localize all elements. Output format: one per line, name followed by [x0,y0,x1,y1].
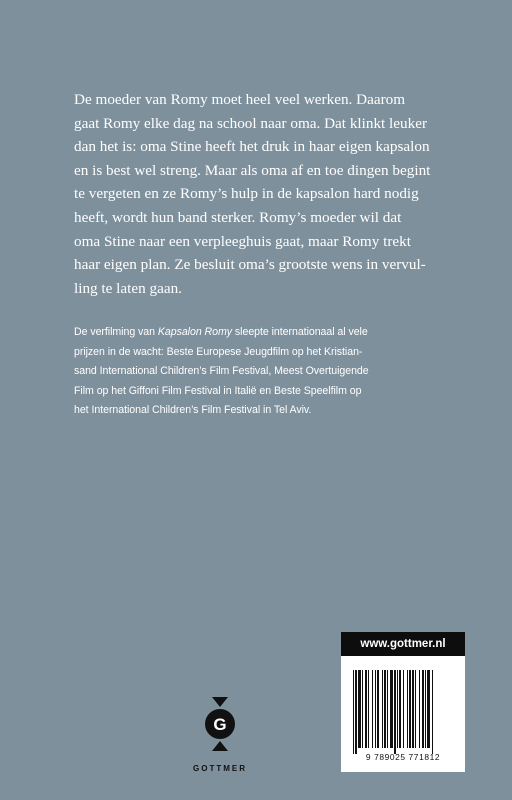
barcode-bar [397,670,398,748]
barcode-bar [358,670,361,748]
barcode-bar [403,670,404,748]
credits-line [74,323,446,343]
film-title: Kapsalon Romy [157,326,233,338]
blurb-line: te vergeten en ze Romy’s hulp in de kapsalon hard nodig [74,185,419,203]
barcode-bar [425,670,426,748]
blurb-line: De moeder van Romy moet heel veel werken. Daarom [74,91,406,108]
barcode-bar [432,670,433,754]
website-label: www.gottmer.nl [341,632,465,656]
blurb-line: heeft, wordt hun band sterker. Romy’s moeder wil dat [74,208,402,226]
credits-line: het International Children’s Film Festival in Tel Aviv. [74,404,312,417]
barcode-bar [412,670,414,748]
blurb-line: oma Stine naar een verpleeghuis gaat, maar Romy trekt [74,232,411,250]
barcode-bar [409,670,411,748]
blurb-line: ling te laten gaan. [74,279,182,297]
publisher-name: GOTTMER [193,764,247,773]
blurb-line: dan het is: oma Stine heeft het druk in haar eigen kapsalon [74,138,430,156]
isbn-barcode [352,670,456,754]
barcode-bar [372,670,373,748]
barcode-bar [390,670,393,748]
isbn-number: 9 789025 771812 [365,752,441,762]
credits-line: sand International Children’s Film Festival, Meest Overtuigende [74,365,369,378]
barcode-bar [407,670,408,748]
barcode-bar [399,670,401,748]
barcode-bar [353,670,354,754]
barcode-bar [387,670,388,748]
barcode-bar [382,670,383,748]
credits-line: prijzen in de wacht: Beste Europese Jeugdfilm op het Kristian- [74,345,363,358]
blurb-line: haar eigen plan. Ze besluit oma’s grootste wens in vervul- [74,256,426,274]
book-blurb [74,88,446,300]
barcode-bar [375,670,376,748]
barcode-bar [394,670,396,754]
gottmer-hourglass-logo-icon [204,697,236,759]
blurb-line: en is best wel streng. Maar als oma af en toe dingen begint [74,161,431,179]
barcode-bar [368,670,369,748]
credits-text: sleepte internationaal al vele [232,326,368,338]
barcode-bar [384,670,386,748]
barcode-bar [415,670,416,748]
barcode-bar [362,670,363,748]
barcode-bar [419,670,420,748]
barcode-bar [427,670,430,748]
barcode-bar [355,670,357,754]
credits-line: Film op het Giffoni Film Festival in Italië en Beste Speelfilm op [74,384,362,397]
barcode-bar [365,670,367,748]
blurb-line: gaat Romy elke dag na school naar oma. Dat klinkt leuker [74,114,427,132]
credits-text: De verfilming van [74,326,158,338]
logo-letter: G [213,715,227,734]
film-credits [74,323,446,421]
barcode-bar [377,670,379,748]
barcode-bar [422,670,424,748]
